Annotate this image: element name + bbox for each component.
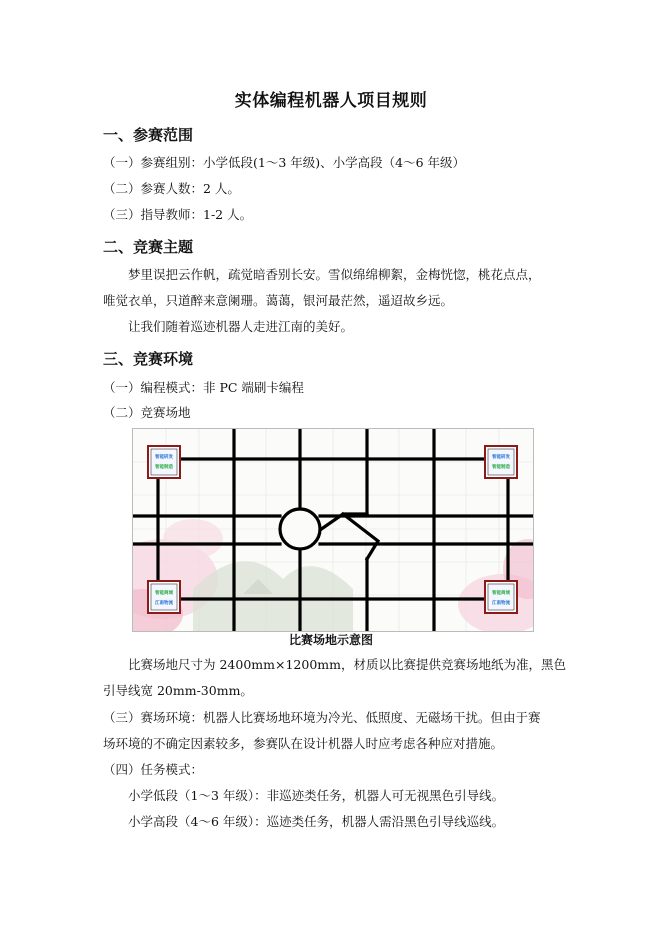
station-label-br-1: 智能商城 bbox=[492, 591, 510, 596]
station-bottom-right bbox=[485, 581, 517, 613]
theme-paragraph-line1: 梦里误把云作帆，疏觉暗香别长安。雪似绵绵柳絮，金梅恍惚，桃花点点， bbox=[128, 267, 541, 282]
figure-caption: 比赛场地示意图 bbox=[288, 633, 373, 647]
theme-paragraph-line2: 唯觉衣单，只道醉来意阑珊。蔼蔼，银河最茫然，遥迢故乡远。 bbox=[103, 293, 454, 308]
section-heading-scope: 一、参赛范围 bbox=[103, 126, 194, 144]
env-conditions-line1: （三）赛场环境：机器人比赛场地环境为冷光、低照度、无磁场干扰。但由于赛 bbox=[103, 710, 541, 725]
task-mode-low-grade: 小学低段（1～3 年级）：非巡迹类任务，机器人可无视黑色引导线。 bbox=[128, 788, 505, 803]
field-size-line2: 引导线宽 20mm-30mm。 bbox=[103, 683, 253, 698]
scope-item-groups: （一）参赛组别：小学低段(1～3 年级)、小学高段（4～6 年级） bbox=[103, 155, 466, 170]
field-map bbox=[133, 429, 533, 631]
station-top-right bbox=[485, 446, 517, 478]
mountain-scenery bbox=[193, 561, 353, 631]
station-label-tr-2: 智能制造 bbox=[492, 465, 510, 470]
station-label-br-2: 江南物流 bbox=[492, 601, 510, 606]
competition-field-image bbox=[132, 428, 534, 632]
station-label-bl-1: 智能商城 bbox=[155, 591, 173, 596]
env-conditions-line2: 场环境的不确定因素较多，参赛队在设计机器人时应考虑各种应对措施。 bbox=[103, 736, 504, 751]
station-label-tr-1: 智能研发 bbox=[492, 455, 510, 460]
env-item-programming-mode: （一）编程模式：非 PC 端刷卡编程 bbox=[103, 380, 304, 395]
station-top-left bbox=[148, 446, 180, 478]
station-label-bl-2: 江南物流 bbox=[155, 601, 173, 606]
station-label-tl-1: 智能研发 bbox=[155, 455, 173, 460]
theme-paragraph-2: 让我们随着巡迹机器人走进江南的美好。 bbox=[128, 319, 354, 334]
doc-title: 实体编程机器人项目规则 bbox=[234, 91, 428, 111]
field-size-line1: 比赛场地尺寸为 2400mm×1200mm，材质以比赛提供竞赛场地纸为准，黑色 bbox=[128, 657, 566, 672]
scope-item-teachers: （三）指导教师：1-2 人。 bbox=[103, 207, 253, 222]
task-mode-high-grade: 小学高段（4～6 年级）：巡迹类任务，机器人需沿黑色引导线巡线。 bbox=[128, 814, 505, 829]
station-bottom-left bbox=[148, 581, 180, 613]
task-mode-heading: （四）任务模式： bbox=[103, 762, 204, 777]
section-heading-environment: 三、竞赛环境 bbox=[103, 350, 194, 368]
roundabout-circle bbox=[280, 509, 320, 549]
scope-item-count: （二）参赛人数：2 人。 bbox=[103, 181, 240, 196]
station-label-tl-2: 智能制造 bbox=[155, 465, 173, 470]
env-item-field: （二）竞赛场地 bbox=[103, 405, 191, 420]
section-heading-theme: 二、竞赛主题 bbox=[103, 238, 194, 256]
